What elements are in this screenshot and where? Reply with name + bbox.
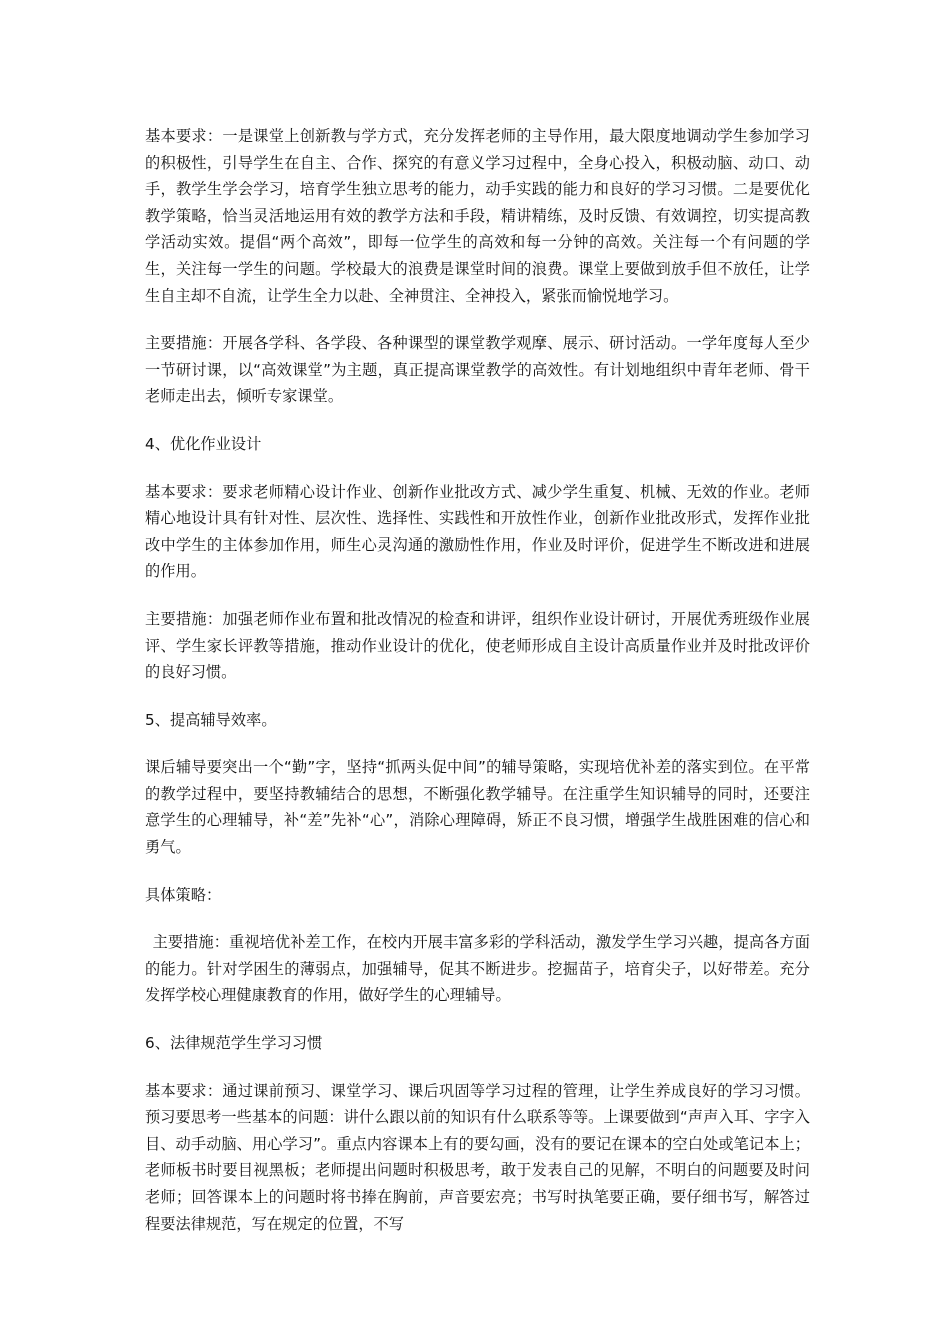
paragraph-main-measures-tutoring: 主要措施：重视培优补差工作，在校内开展丰富多彩的学科活动，激发学生学习兴趣，提高各方面的能力。针对学困生的薄弱点，加强辅导，促其不断进步。挖掘苗子，培育尖子，以好带差。充分发挥学校心理健康教育的作用，做好学生的心理辅导。: [145, 933, 810, 1005]
paragraph-basic-requirements-habits: 基本要求：通过课前预习、课堂学习、课后巩固等学习过程的管理，让学生养成良好的学习习惯。预习要思考一些基本的问题：讲什么跟以前的知识有什么联系等等。上课要做到“声声入耳、字字入目、动手动脑、用心学习”。重点内容课本上有的要勾画，没有的要记在课本的空白处或笔记本上；老师板书时要目视黑板；老师提出问题时积极思考，敢于发表自己的见解，不明白的问题要及时问老师；回答课本上的问题时将书捧在胸前，声音要宏亮；书写时执笔要正确，要仔细书写，解答过程要法律规范，写在规定的位置，不写: [145, 1081, 810, 1233]
paragraph-main-measures-homework: 主要措施：加强老师作业布置和批改情况的检查和讲评，组织作业设计研讨，开展优秀班级作业展评、学生家长评教等措施，推动作业设计的优化，使老师形成自主设计高质量作业并及时批改评价的良好习惯。: [145, 609, 810, 682]
section-heading-study-habits: 6、法律规范学生学习习惯: [145, 1034, 323, 1053]
paragraph-basic-requirements-homework: 基本要求：要求老师精心设计作业、创新作业批改方式、减少学生重复、机械、无效的作业。老师精心地设计具有针对性、层次性、选择性、实践性和开放性作业，创新作业批改形式，发挥作业批改中学生的主体参加作用，师生心灵沟通的激励性作用，作业及时评价，促进学生不断改进和进展的作用。: [145, 482, 810, 581]
paragraph-after-class-tutoring: 课后辅导要突出一个“勤”字，坚持“抓两头促中间”的辅导策略，实现培优补差的落实到位。在平常的教学过程中，要坚持教辅结合的思想，不断强化教学辅导。在注重学生知识辅导的同时，还要注意学生的心理辅导，补“差”先补“心”，消除心理障碍，矫正不良习惯，增强学生战胜困难的信心和勇气。: [145, 758, 810, 857]
section-heading-tutoring-efficiency: 5、提高辅导效率。: [145, 710, 277, 729]
section-heading-specific-strategies: 具体策略：: [145, 885, 222, 904]
section-heading-homework-design: 4、优化作业设计: [145, 434, 262, 453]
paragraph-main-measures-classroom: 主要措施：开展各学科、各学段、各种课型的课堂教学观摩、展示、研讨活动。一学年度每人至少一节研讨课，以“高效课堂”为主题，真正提高课堂教学的高效性。有计划地组织中青年老师、骨干老师走出去，倾听专家课堂。: [145, 334, 810, 406]
paragraph-basic-requirements-classroom: 基本要求：一是课堂上创新教与学方式，充分发挥老师的主导作用，最大限度地调动学生参加学习的积极性，引导学生在自主、合作、探究的有意义学习过程中，全身心投入，积极动脑、动口、动手，教学生学会学习，培育学生独立思考的能力，动手实践的能力和良好的学习习惯。二是要优化教学策略，恰当灵活地运用有效的教学方法和手段，精讲精练，及时反馈、有效调控，切实提高教学活动实效。提倡“两个高效”，即每一位学生的高效和每一分钟的高效。关注每一个有问题的学生，关注每一学生的问题。学校最大的浪费是课堂时间的浪费。课堂上要做到放手但不放任，让学生自主却不自流，让学生全力以赴、全神贯注、全神投入，紧张而愉悦地学习。: [145, 127, 810, 305]
document-body: [145, 123, 810, 1237]
